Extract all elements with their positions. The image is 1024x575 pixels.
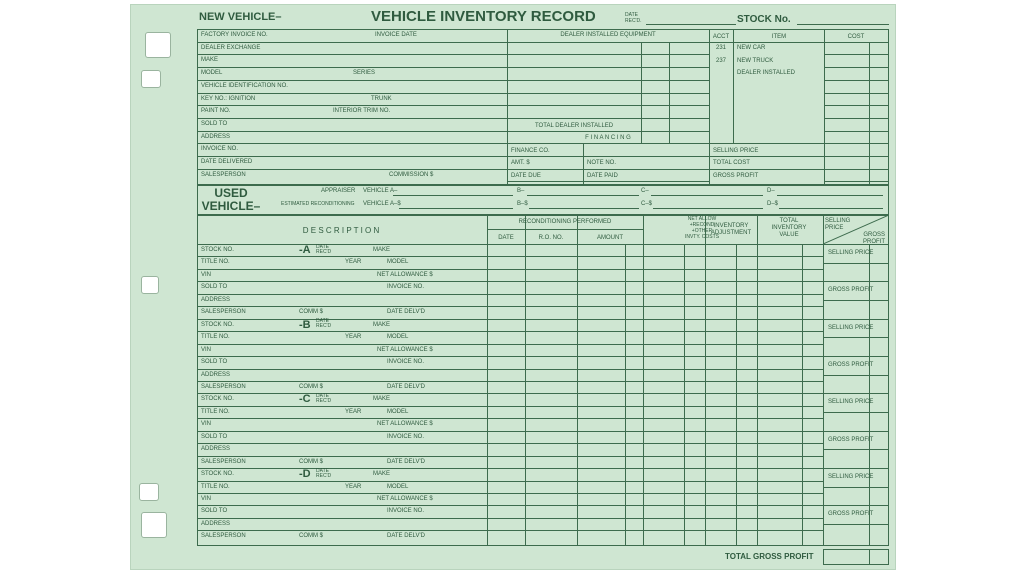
stock-no-label: STOCK NO. xyxy=(201,247,234,253)
net-allowance-label: NET ALLOWANCE $ xyxy=(377,271,433,278)
acct-item: NEW TRUCK xyxy=(737,57,774,64)
title-no-label: TITLE NO. xyxy=(201,408,230,415)
inventory-form xyxy=(130,4,896,570)
amt-label: AMT. $ xyxy=(511,160,530,166)
year-label: YEAR xyxy=(345,259,362,266)
cost-header: COST xyxy=(847,34,865,40)
finance-co-label: FINANCE CO. xyxy=(511,148,550,154)
binder-hole xyxy=(139,483,159,501)
comm-label: COMM $ xyxy=(299,309,323,316)
used-vehicle-heading: USED VEHICLE– xyxy=(201,186,261,213)
description-header: D E S C R I P T I O N xyxy=(302,226,380,235)
new-row-label-secondary: SERIES xyxy=(353,70,376,77)
recon-b-label: B–$ xyxy=(517,201,528,207)
invoice-no-label: INVOICE NO. xyxy=(387,284,425,291)
net-allow-header: NET ALLOW +RECOND +OTHER INVTY. COSTS xyxy=(684,216,720,240)
ro-no-header: R.O. NO. xyxy=(538,235,564,241)
stock-no-label: STOCK NO. xyxy=(201,396,234,403)
date-due-label: DATE DUE xyxy=(511,173,541,179)
stock-no-label: STOCK NO. xyxy=(201,471,234,478)
appraiser-b-label: B– xyxy=(517,188,525,194)
net-allowance-label: NET ALLOWANCE $ xyxy=(377,496,433,502)
address-label: ADDRESS xyxy=(201,446,231,453)
appraiser-d-label: D– xyxy=(767,188,775,194)
invoice-no-label: INVOICE NO. xyxy=(387,359,425,366)
appraiser-c-label: C– xyxy=(641,188,649,194)
total-inventory-value-header: TOTAL INVENTORY VALUE xyxy=(771,218,807,238)
recon-performed-header: RECONDITIONING PERFORMED xyxy=(518,219,612,225)
date-recd-line xyxy=(646,24,736,25)
recon-vehicle-a-label: VEHICLE A–$ xyxy=(363,201,401,207)
form-title: VEHICLE INVENTORY RECORD xyxy=(371,8,596,25)
new-vehicle-section xyxy=(197,29,889,185)
year-label: YEAR xyxy=(345,334,362,341)
gross-profit-header: GROSS PROFIT xyxy=(863,232,885,245)
model-label: MODEL xyxy=(387,483,409,490)
item-header: ITEM xyxy=(771,34,787,40)
salesperson-label: SALESPERSON xyxy=(201,458,246,465)
recon-d-label: D–$ xyxy=(767,201,779,207)
invoice-no-label: INVOICE NO. xyxy=(387,433,425,440)
net-allowance-label: NET ALLOWANCE $ xyxy=(377,346,433,353)
inventory-adjustment-header: INVENTORY ADJUSTMENT xyxy=(710,223,752,236)
acct-item: DEALER INSTALLED xyxy=(737,70,795,77)
est-recon-label: ESTIMATED RECONDITIONING xyxy=(281,201,355,207)
total-cost-label: TOTAL COST xyxy=(713,160,750,166)
new-row-label-secondary: INVOICE DATE xyxy=(375,32,417,38)
date-delvd-label: DATE DELV'D xyxy=(387,458,425,465)
year-label: YEAR xyxy=(345,483,362,490)
dealer-installed-equipment-header: DEALER INSTALLED EQUIPMENT xyxy=(560,32,656,38)
selling-price-cell-label: SELLING PRICE xyxy=(828,474,874,481)
model-label: MODEL xyxy=(387,334,409,341)
sold-to-label: SOLD TO xyxy=(201,433,228,440)
appraiser-vehicle-a-label: VEHICLE A– xyxy=(363,188,398,194)
acct-number: 231 xyxy=(716,45,727,51)
date-recd-label: DATE REC'D. xyxy=(625,12,642,24)
stock-no-heading: STOCK No. xyxy=(737,14,791,25)
new-row-label: DATE DELIVERED xyxy=(201,159,253,165)
block-letter: -B xyxy=(299,318,311,331)
date-recd-label: DATE REC'D xyxy=(316,467,332,479)
appraiser-label: APPRAISER xyxy=(321,188,356,194)
gross-profit-label: GROSS PROFIT xyxy=(713,173,759,179)
total-gross-profit-box xyxy=(823,549,889,565)
binder-hole xyxy=(141,70,161,88)
date-delvd-label: DATE DELV'D xyxy=(387,383,425,390)
new-vehicle-heading: NEW VEHICLE– xyxy=(199,11,282,23)
new-row-label: INVOICE NO. xyxy=(201,146,239,153)
new-row-label: SOLD TO xyxy=(201,120,228,127)
used-vehicle-section xyxy=(197,185,889,215)
new-row-label: SALESPERSON xyxy=(201,171,246,178)
year-label: YEAR xyxy=(345,408,362,415)
make-label: MAKE xyxy=(373,471,391,478)
selling-price-cell-label: SELLING PRICE xyxy=(828,324,874,331)
date-delvd-label: DATE DELV'D xyxy=(387,533,425,540)
date-paid-label: DATE PAID xyxy=(587,173,618,179)
new-row-label: KEY NO.: IGNITION xyxy=(201,95,256,102)
new-row-label-secondary: INTERIOR TRIM NO. xyxy=(333,108,391,115)
gross-profit-cell-label: GROSS PROFIT xyxy=(828,436,874,443)
vin-label: VIN xyxy=(201,271,212,278)
date-delvd-label: DATE DELV'D xyxy=(387,309,425,316)
new-row-label: MAKE xyxy=(201,57,219,64)
vin-label: VIN xyxy=(201,496,212,502)
title-no-label: TITLE NO. xyxy=(201,259,230,266)
selling-price-header: SELLING PRICE xyxy=(825,218,851,231)
recon-date-header: DATE xyxy=(498,235,514,241)
new-row-label-secondary: COMMISSION $ xyxy=(389,171,434,178)
date-recd-label: DATE REC'D xyxy=(316,392,332,404)
new-row-label: ADDRESS xyxy=(201,133,231,140)
make-label: MAKE xyxy=(373,247,391,253)
sold-to-label: SOLD TO xyxy=(201,508,228,515)
selling-price-cell-label: SELLING PRICE xyxy=(828,399,874,406)
financing-header: F I N A N C I N G xyxy=(585,135,631,141)
recon-c-label: C–$ xyxy=(641,201,653,207)
address-label: ADDRESS xyxy=(201,520,231,527)
note-no-label: NOTE NO. xyxy=(587,160,617,166)
new-row-label: MODEL xyxy=(201,70,223,77)
salesperson-label: SALESPERSON xyxy=(201,383,246,390)
salesperson-label: SALESPERSON xyxy=(201,533,246,540)
binder-hole xyxy=(145,32,171,58)
acct-number: 237 xyxy=(716,57,727,64)
vin-label: VIN xyxy=(201,346,212,353)
model-label: MODEL xyxy=(387,259,409,266)
comm-label: COMM $ xyxy=(299,458,323,465)
gross-profit-cell-label: GROSS PROFIT xyxy=(828,511,874,518)
vin-label: VIN xyxy=(201,421,212,428)
title-no-label: TITLE NO. xyxy=(201,483,230,490)
invoice-no-label: INVOICE NO. xyxy=(387,508,425,515)
gross-profit-cell-label: GROSS PROFIT xyxy=(828,287,874,294)
gross-profit-cell-label: GROSS PROFIT xyxy=(828,362,874,369)
new-row-label: VEHICLE IDENTIFICATION NO. xyxy=(201,82,288,89)
binder-hole xyxy=(141,512,167,538)
net-allowance-label: NET ALLOWANCE $ xyxy=(377,421,433,428)
block-letter: -D xyxy=(299,468,311,481)
amount-header: AMOUNT xyxy=(597,235,623,241)
acct-item: NEW CAR xyxy=(737,45,766,51)
model-label: MODEL xyxy=(387,408,409,415)
stock-no-line xyxy=(797,24,889,25)
stock-no-label: STOCK NO. xyxy=(201,321,234,328)
new-row-label: PAINT NO. xyxy=(201,108,231,115)
total-dealer-installed-label: TOTAL DEALER INSTALLED xyxy=(535,123,614,129)
date-recd-label: DATE REC'D xyxy=(316,318,332,330)
date-recd-label: DATE REC'D xyxy=(316,243,332,255)
binder-hole xyxy=(141,276,159,294)
new-row-label: FACTORY INVOICE NO. xyxy=(201,32,268,38)
new-row-label: DEALER EXCHANGE xyxy=(201,44,261,51)
sold-to-label: SOLD TO xyxy=(201,359,228,366)
title-no-label: TITLE NO. xyxy=(201,334,230,341)
salesperson-label: SALESPERSON xyxy=(201,309,246,316)
new-row-label-secondary: TRUNK xyxy=(371,95,392,102)
make-label: MAKE xyxy=(373,396,391,403)
header-diagonal xyxy=(823,215,889,244)
block-letter: -C xyxy=(299,393,311,406)
comm-label: COMM $ xyxy=(299,383,323,390)
block-letter: -A xyxy=(299,244,311,256)
sold-to-label: SOLD TO xyxy=(201,284,228,291)
address-label: ADDRESS xyxy=(201,371,231,378)
selling-price-cell-label: SELLING PRICE xyxy=(828,250,874,256)
address-label: ADDRESS xyxy=(201,296,231,303)
acct-header: ACCT xyxy=(712,34,730,40)
comm-label: COMM $ xyxy=(299,533,323,540)
make-label: MAKE xyxy=(373,321,391,328)
total-gross-profit-label: TOTAL GROSS PROFIT xyxy=(725,552,814,561)
selling-price-label: SELLING PRICE xyxy=(713,148,759,154)
